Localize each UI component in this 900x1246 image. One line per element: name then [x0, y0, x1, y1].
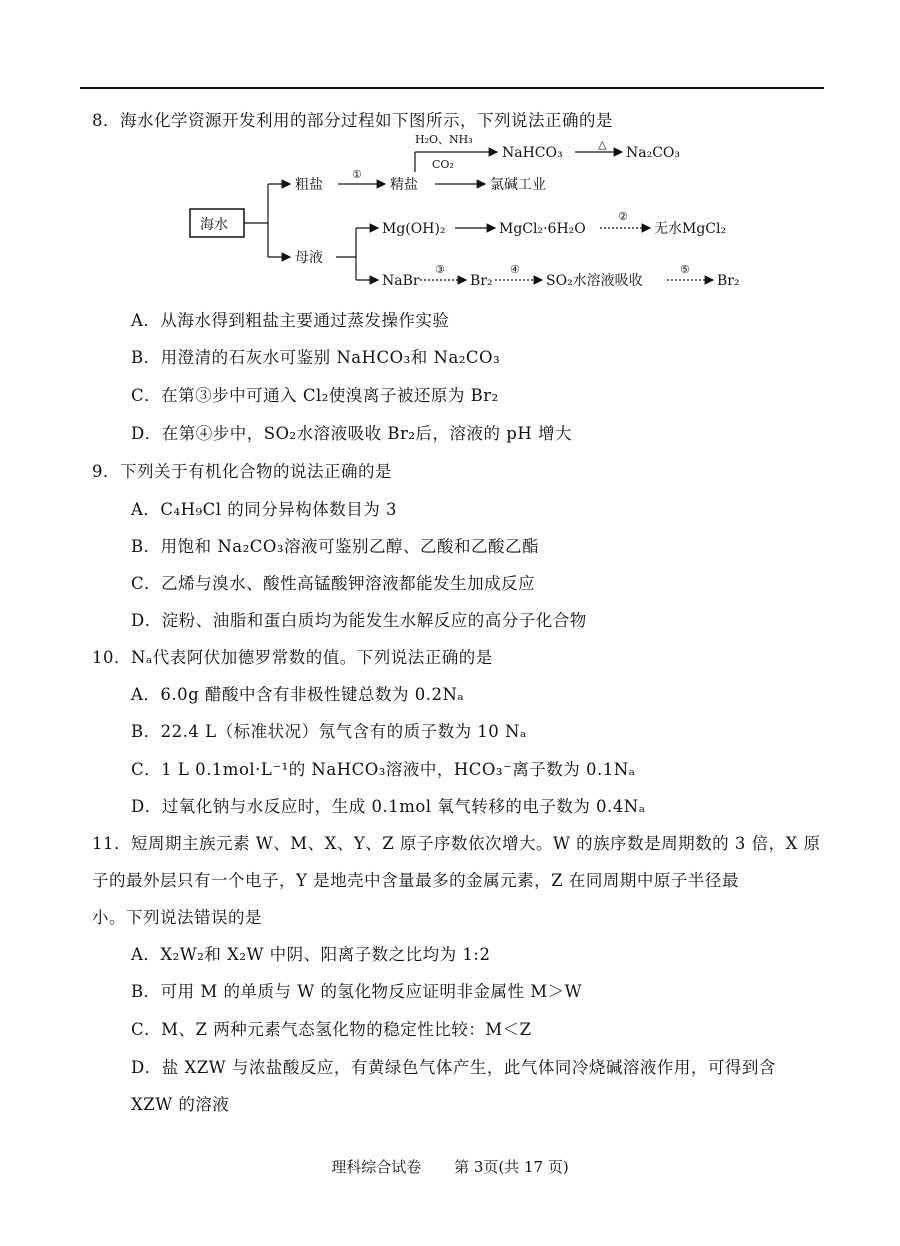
question-10-option-c: C．1 L 0.1mol·L⁻¹的 NaHCO₃溶液中，HCO₃⁻离子数为 0.1Nₐ — [131, 760, 636, 779]
nahco3-label: NaHCO₃ — [502, 145, 563, 161]
question-8-option-c: C．在第③步中可通入 Cl₂使溴离子被还原为 Br₂ — [131, 386, 499, 405]
question-10-stem: 10．Nₐ代表阿伏加德罗常数的值。下列说法正确的是 — [92, 648, 493, 667]
question-8-stem: 8．海水化学资源开发利用的部分过程如下图所示，下列说法正确的是 — [92, 111, 613, 130]
seawater-label: 海水 — [200, 217, 228, 233]
nabr-label: NaBr — [382, 273, 420, 289]
question-8-option-d: D．在第④步中，SO₂水溶液吸收 Br₂后，溶液的 pH 增大 — [131, 424, 572, 443]
step-1-label: ① — [352, 168, 362, 181]
step-3-label: ③ — [435, 263, 445, 276]
question-11-stem-line-3: 小。下列说法错误的是 — [92, 908, 262, 927]
page-footer — [0, 1156, 900, 1177]
question-10-option-d: D．过氧化钠与水反应时，生成 0.1mol 氧气转移的电子数为 0.4Nₐ — [131, 797, 646, 816]
top-rule — [80, 87, 824, 89]
crude-salt-label: 粗盐 — [295, 177, 323, 193]
question-9-option-b: B．用饱和 Na₂CO₃溶液可鉴别乙醇、乙酸和乙酸乙酯 — [131, 537, 540, 556]
heat-label: △ — [598, 138, 607, 151]
so2-absorb-label: SO₂水溶液吸收 — [546, 273, 643, 289]
br2-b-label: Br₂ — [717, 273, 740, 289]
mgcl2-hydrate-label: MgCl₂·6H₂O — [499, 221, 586, 237]
seawater-process-diagram — [180, 130, 800, 300]
mgoh2-label: Mg(OH)₂ — [382, 221, 446, 237]
mother-liquor-label: 母液 — [295, 250, 323, 266]
question-11-option-c: C．M、Z 两种元素气态氢化物的稳定性比较：M＜Z — [131, 1020, 532, 1039]
reagent-co2-label: CO₂ — [432, 158, 454, 171]
question-8-option-b: B．用澄清的石灰水可鉴别 NaHCO₃和 Na₂CO₃ — [131, 348, 501, 367]
reagents-top-label: H₂O、NH₃ — [415, 133, 473, 146]
question-11-option-b: B．可用 M 的单质与 W 的氢化物反应证明非金属性 M＞W — [131, 982, 583, 1001]
question-9-option-d: D．淀粉、油脂和蛋白质均为能发生水解反应的高分子化合物 — [131, 611, 587, 630]
question-11-stem-line-1: 11．短周期主族元素 W、M、X、Y、Z 原子序数依次增大。W 的族序数是周期数的 3 倍，X 原 — [92, 834, 821, 853]
footer-title: 理科综合试卷 — [331, 1158, 422, 1176]
step-2-label: ② — [618, 210, 628, 223]
question-11-stem-line-2: 子的最外层只有一个电子，Y 是地壳中含量最多的金属元素，Z 在同周期中原子半径最 — [92, 871, 739, 890]
question-11-option-d: D．盐 XZW 与浓盐酸反应，有黄绿色气体产生，此气体同冷烧碱溶液作用，可得到含 — [131, 1058, 776, 1077]
step-5-label: ⑤ — [680, 263, 690, 276]
question-10-option-b: B．22.4 L（标准状况）氖气含有的质子数为 10 Nₐ — [131, 722, 527, 741]
chlor-alkali-label: 氯碱工业 — [490, 177, 546, 193]
question-10-option-a: A．6.0g 醋酸中含有非极性键总数为 0.2Nₐ — [131, 685, 465, 704]
na2co3-label: Na₂CO₃ — [626, 145, 681, 161]
question-9-option-a: A．C₄H₉Cl 的同分异构体数目为 3 — [131, 500, 398, 519]
question-11-option-d-continuation: XZW 的溶液 — [131, 1095, 230, 1114]
refined-salt-label: 精盐 — [390, 177, 418, 193]
anhydrous-mgcl2-label: 无水MgCl₂ — [654, 221, 727, 237]
footer-page-number: 第 3页(共 17 页) — [454, 1158, 569, 1176]
question-11-option-a: A．X₂W₂和 X₂W 中阴、阳离子数之比均为 1:2 — [131, 945, 491, 964]
question-9-option-c: C．乙烯与溴水、酸性高锰酸钾溶液都能发生加成反应 — [131, 574, 536, 593]
question-9-stem: 9．下列关于有机化合物的说法正确的是 — [92, 462, 392, 481]
br2-a-label: Br₂ — [470, 273, 493, 289]
question-8-option-a: A．从海水得到粗盐主要通过蒸发操作实验 — [131, 311, 450, 330]
step-4-label: ④ — [510, 263, 520, 276]
